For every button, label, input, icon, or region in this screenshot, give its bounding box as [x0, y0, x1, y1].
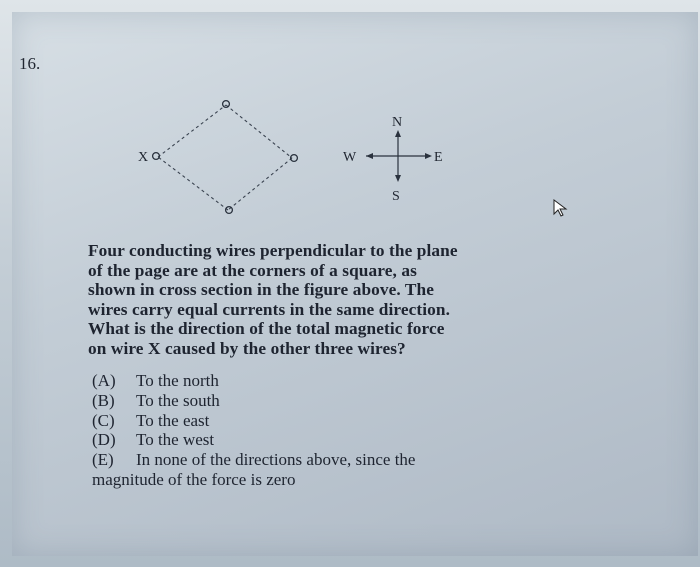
- choice-text: To the west: [136, 430, 215, 450]
- question-text: [88, 241, 528, 359]
- wire-x: [153, 153, 160, 160]
- question-line: What is the direction of the total magnetic force: [88, 319, 445, 339]
- wire-x-label: X: [138, 150, 149, 165]
- question-number: 16.: [19, 54, 41, 73]
- question-line: of the page are at the corners of a square, as: [88, 260, 417, 280]
- answer-choices: [92, 371, 415, 490]
- choice-e-continuation: magnitude of the force is zero: [92, 469, 296, 489]
- choice-c[interactable]: [92, 411, 415, 431]
- choice-a[interactable]: [92, 371, 415, 391]
- choice-d[interactable]: [92, 430, 415, 450]
- question-line: on wire X caused by the other three wires?: [88, 338, 406, 358]
- choice-letter: (D): [92, 430, 116, 450]
- question-line: shown in cross section in the figure above. The: [88, 280, 435, 300]
- square-outline: [158, 105, 292, 210]
- compass-west-label: W: [343, 150, 357, 165]
- compass-north-label: N: [392, 115, 403, 130]
- choice-e[interactable]: [92, 450, 415, 470]
- choice-text: To the north: [136, 371, 219, 390]
- choice-text: To the south: [136, 390, 220, 410]
- choice-letter: (E): [92, 450, 114, 470]
- compass-south-label: S: [392, 189, 400, 204]
- choice-letter: (A): [92, 371, 116, 390]
- choice-letter: (B): [92, 390, 115, 410]
- question-line: Four conducting wires perpendicular to the plane: [88, 241, 458, 260]
- wire-top: [223, 101, 230, 108]
- compass-east-label: E: [434, 150, 443, 165]
- choice-letter: (C): [92, 410, 115, 430]
- choice-text: In none of the directions above, since the: [136, 450, 416, 470]
- question-line: wires carry equal currents in the same direction.: [88, 299, 450, 319]
- choice-b[interactable]: [92, 391, 415, 411]
- choice-text: To the east: [136, 410, 210, 430]
- wire-bottom: [226, 207, 233, 214]
- mouse-cursor-icon: [552, 198, 570, 218]
- compass: [366, 130, 432, 182]
